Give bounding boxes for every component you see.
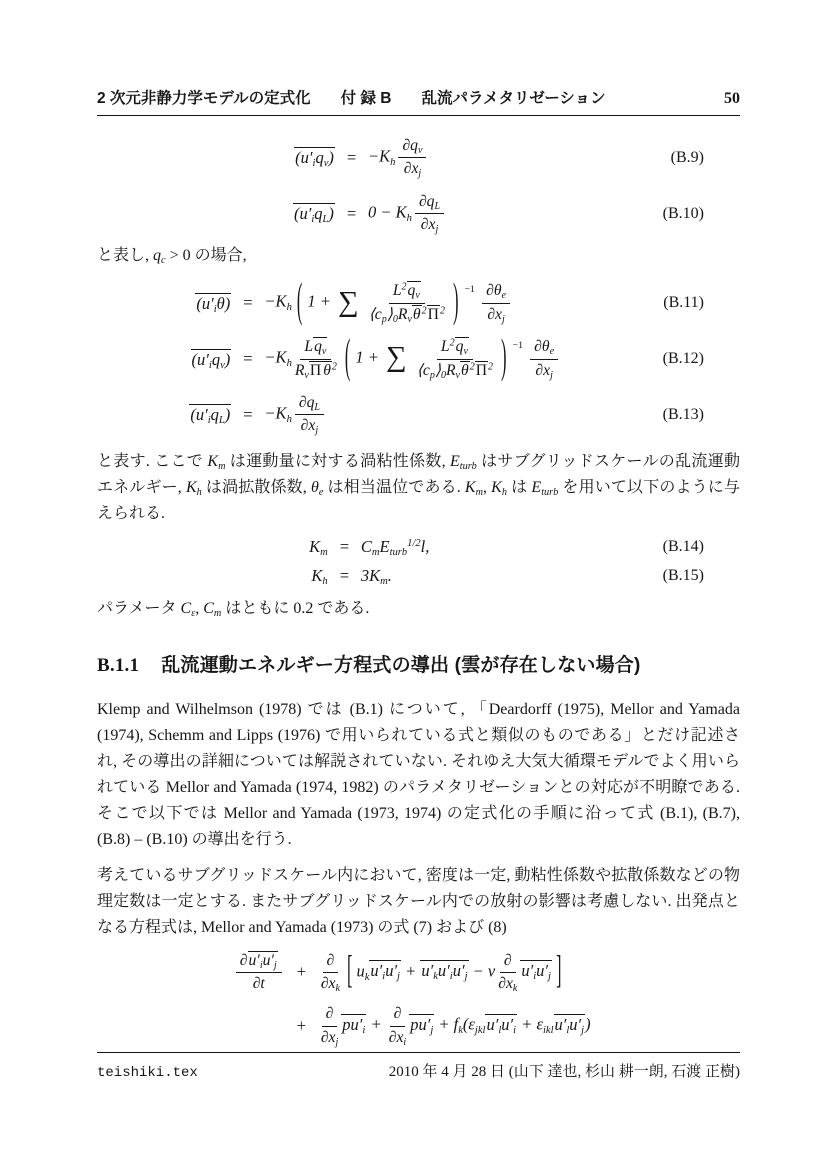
- paragraph-klemp-wilhelmson: Klemp and Wilhelmson (1978) では (B.1) について, 「Deardorff (1975), Mellor and Yamada (1974), Schemm and Lipps (1976) で用いられている式と類似のものである」とだけ記述され, その導出の詳細については解説されていない. それゆえ大気大循環モデルでよく用いられている Mellor and Yamada (1974, 1982) のパラメタリゼーションとの対応が不明瞭である. そこで以下では Mellor and Yamada (1973, 1974) の定式化の手順に沿って式 (B.1), (B.7), (B.8) – (B.10) の導出を行う.: [97, 700, 740, 848]
- equation-relation: =: [345, 203, 358, 223]
- paragraph-km-kh-definition: と表す. ここで $K_m$ は運動量に対する渦粘性係数, $E_{turb}$ はサブグリッドスケールの乱流運動エネルギー, $K_h$ は渦拡散係数, $\theta_e$ は相当温位である. $K_m$, $K_h$ は $E_{turb}$ を用いて以下のように与えられる.: [97, 452, 740, 522]
- equation-relation: =: [338, 536, 350, 556]
- running-head-title: 乱流パラメタリゼーション: [421, 90, 606, 107]
- equation-lhs: $(u'_iq_L)$: [190, 405, 231, 427]
- equation-rhs: $-K_h$ ( 1 + ∑ $L^2q_v$ $⟨c_p⟩_0R_v\theta^2\Pi^2$ ) $^{-1}$ $\frac{\partial\theta_e}{\partial x_j}$: [264, 281, 513, 325]
- paragraph-parameters: パラメータ $C_\varepsilon$, $C_m$ はともに 0.2 である.: [97, 599, 370, 619]
- equation-lhs: $(u'_i\theta)$: [196, 293, 231, 315]
- page-number: 50: [724, 90, 740, 107]
- section-number: B.1.1: [97, 654, 140, 676]
- equation-number: (B.13): [662, 405, 704, 423]
- equation-lhs: $K_m$: [309, 536, 328, 558]
- equation-lhs: $\frac{\partial u'_iu'_j}{\partial t}$: [233, 951, 285, 995]
- equation-relation: =: [242, 293, 254, 313]
- equation-lhs: $K_h$: [311, 565, 328, 587]
- equation-number: (B.15): [662, 566, 704, 584]
- equation-block-reynolds-stress: [97, 946, 740, 1048]
- equation-number: (B.12): [662, 350, 704, 368]
- running-head-appendix: 付 録 B: [340, 90, 392, 107]
- section-heading: [97, 650, 740, 677]
- equation-rhs: $-K_h$ $\frac{\partial q_v}{\partial x_j}$: [368, 136, 429, 180]
- footer-filename: teishiki.tex: [97, 1065, 198, 1081]
- section-title: 乱流運動エネルギー方程式の導出 (雲が存在しない場合): [161, 654, 641, 676]
- equation-number: (B.14): [662, 537, 704, 555]
- footer-date: 2010 年 4 月 28 日 (山下 達也, 杉山 耕一朗, 石渡 正樹): [388, 1064, 740, 1080]
- equation-rhs: ∂ $\partial x_k$ [ $u_ku'_iu'_j + u'_ku'_iu'_j - \nu$ ∂ $\partial x_k$ $u'_iu'_j$ ]: [320, 946, 562, 994]
- equation-block-b11-b13: [97, 272, 740, 437]
- equation-relation: +: [295, 1016, 307, 1036]
- paragraph-subgrid-assumptions: 考えているサブグリッドスケール内において, 密度は一定, 動粘性係数や拡散係数などの物理定数は一定とする. またサブグリッドスケール内での放射の影響は考慮しない. 出発点となる方程式は, Mellor and Yamada (1973) の式 (7) および (8): [97, 866, 740, 936]
- equation-relation: =: [338, 565, 350, 585]
- equation-number: (B.11): [663, 294, 704, 312]
- equation-rhs: $0 - K_h$ $\frac{\partial q_L}{\partial x_j}$: [368, 192, 447, 236]
- equation-rhs: $3K_m$.: [360, 565, 392, 587]
- equation-relation: =: [345, 147, 358, 167]
- running-head-chapter: 2 次元非静力学モデルの定式化: [97, 90, 311, 107]
- equation-block-b14-b15: [97, 537, 740, 586]
- equation-relation: =: [242, 349, 254, 369]
- equation-number: (B.10): [662, 204, 704, 222]
- equation-lhs: $(u'_iq_L)$: [293, 204, 334, 226]
- equation-relation: +: [295, 962, 307, 982]
- equation-number: (B.9): [670, 148, 704, 166]
- page-footer: [97, 1052, 740, 1081]
- equation-lhs: $(u'_iq_v)$: [191, 349, 231, 371]
- equation-rhs: $-K_h$ $\frac{\partial q_L}{\partial x_j}$: [264, 393, 327, 437]
- running-head: [97, 86, 740, 116]
- paragraph-qc-condition: と表し, $q_c > 0$ の場合,: [97, 247, 247, 267]
- equation-relation: =: [242, 404, 254, 424]
- equation-rhs: $-K_h$ $Lq_v$ $R_v\Pi$ $\theta^2$ ( 1 + ∑ $L^2q_v$ $⟨c_p⟩_0R_v\theta^2\Pi^2$ ) $^{-1}$ $\frac{\partial\theta_e}{\partial x_j}$: [264, 337, 561, 381]
- equation-rhs: $C_mE_{turb}^{1/2}l$,: [360, 536, 430, 558]
- equation-rhs: ∂ $\partial x_j$ $pu'_i$ + ∂ $\partial x_i$ $pu'_j + f_k(\varepsilon_{jkl}u'_lu'_i + \varepsilon_{ikl}u'_lu'_j)$: [320, 1005, 591, 1048]
- equation-block-b9-b10: [97, 136, 740, 235]
- equation-lhs: $(u'_iq_v)$: [295, 148, 334, 170]
